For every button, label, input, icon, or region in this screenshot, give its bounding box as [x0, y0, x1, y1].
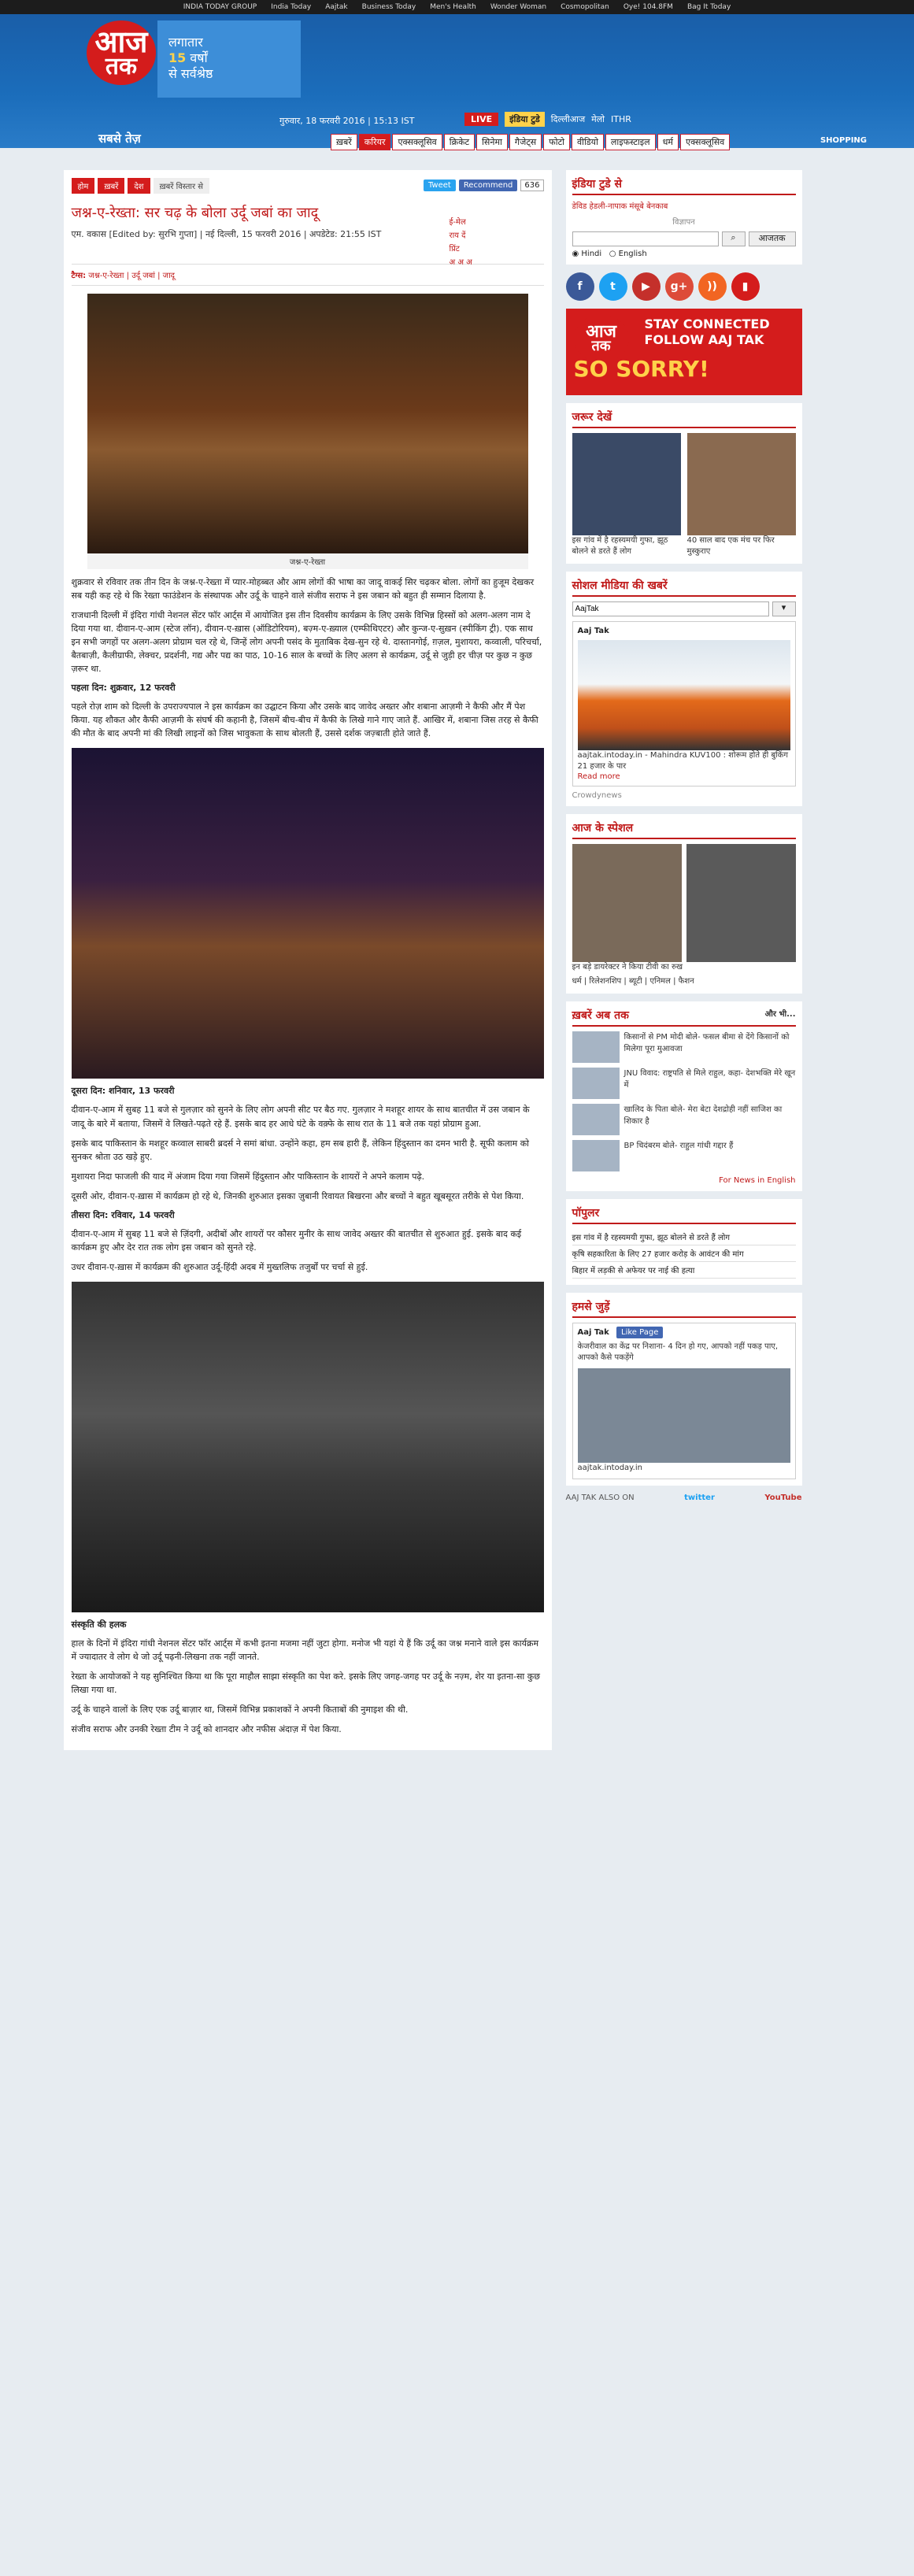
concert-scene: [72, 748, 544, 1079]
social-media-box: [566, 572, 802, 806]
paragraph: शुक्रवार से रविवार तक तीन दिन के जश्न-ए-रेख्ता में प्यार-मोहब्बत और आम लोगों की भाषा का जादू वाकई सिर चढ़कर बोला. लोगों का हुजूम देखकर सब यही कह रहे थे कि रेख्ता फाउंडेशन के संस्थापक और उर्दू के चाहने वाले संजीव सराफ ने इस जबान को बहुत ही सम्मान दिलाया है.: [71, 577, 535, 601]
paragraph: दीवान-ए-आम में सुबह 11 बजे से गुलज़ार को सुनने के लिए लोग अपनी सीट पर बैठ गए. गुलज़ार ने मशहूर शायर के साथ बातचीत में उस जबान के जादू के बारे में बताया, जिसमें वे लिखते-पढ़ते रहे हैं. इसके बाद हर आधे घंटे के वक़्फे के साथ रात के 11 बजे तक यहां प्रोग्राम हुआ.: [71, 1105, 530, 1129]
sm-card-text: aajtak.intoday.in - Mahindra KUV100 : शोरूम होते ही बुकिंग 21 हजार के पार: [577, 751, 788, 771]
sm-dropdown[interactable]: [572, 601, 796, 616]
search-form: [572, 231, 796, 246]
dateline: गुरुवार, 18 फरवरी 2016 | 15:13 IST: [279, 116, 415, 126]
group-topbar: [0, 0, 914, 14]
special-box: [566, 814, 802, 994]
section-heading: संस्कृति की हलक: [71, 1619, 127, 1630]
twitter-icon[interactable]: t: [599, 272, 627, 301]
tags-row: टैग्स: जश्न-ए-रेख्ता | उर्दू जबां | जादू: [72, 264, 544, 286]
fb-post-url[interactable]: aajtak.intoday.in: [577, 1464, 642, 1472]
share-buttons: [424, 180, 544, 191]
topbar-link[interactable]: Wonder Woman: [490, 3, 547, 11]
latest-list: [572, 1031, 796, 1171]
popular-item[interactable]: इस गांव में है रहस्यमयी गुफा, झूठ बोलने से डरते हैं लोग: [572, 1229, 796, 1245]
crumb-detail: ख़बरें विस्तार से: [154, 178, 210, 194]
paragraph: उर्दू के चाहने वालों के लिए एक उर्दू बाज़ार था, जिसमें विभिन्न प्रकाशकों ने अपनी किताबों की नुमाइश की थी.: [71, 1704, 409, 1715]
latest-news-box: [566, 1001, 802, 1191]
article-photo-2: [72, 748, 544, 1079]
paragraph: रेख्ता के आयोजकों ने यह सुनिश्चित किया था कि पूरा माहौल साझा संस्कृति का पेश करे. इसके लिए जगह-जगह पर उर्दू के नज़्म, शेर या इतना-सा कुछ लिखा गया था.: [71, 1671, 540, 1696]
article-photo-3: [72, 1282, 544, 1612]
lang-radio: [572, 250, 796, 258]
chevron-down-icon[interactable]: ▾: [772, 601, 796, 616]
print-tool[interactable]: प्रिंट: [449, 245, 460, 254]
tags-list[interactable]: जश्न-ए-रेख्ता | उर्दू जबां | जादू: [88, 272, 175, 280]
paragraph: राजधानी दिल्ली में इंदिरा गांधी नेशनल सेंटर फॉर आर्ट्स में आयोजित इस तीन दिवसीय कार्यक्रम के लिए उसके विभिन्न हिस्सों को अलग-अलग नाम दे दिया गया था. दीवान-ए-आम (स्टेज लॉन), दीवान-ए-ख़ास (ऑडिटोरियम), बज़्म-ए-ख़्याल (एम्फीथिएटर) और कुन्ज-ए-सुख़न (स्पीकिंग ट्री). एक साथ इन सभी जगहों पर अलग-अलग प्रोग्राम चल रहे थे, जिन्हें लोग अपनी पसंद के मुताबिक देख-सुन रहे थे. दास्तानगोई, ग़ज़ल, मुशायरा, कव्वाली, परिचर्चा, बैतबाज़ी, कैलीग्राफी, लेक्चर, प्रदर्शनी, गद्य और पद्य का पाठ, 10-16 साल के बच्चों के लिए अलग से कार्यक्रम, उर्दू से जुड़ी हर चीज़ पर कुछ न कुछ ज़रूर था.: [71, 610, 542, 675]
banner-logo: आज तक: [574, 315, 629, 362]
content-wrap: [64, 148, 851, 1750]
nav-video[interactable]: वीडियो: [572, 134, 604, 150]
special-heading: आज के स्पेशल: [572, 820, 796, 839]
must-see-item[interactable]: 40 साल बाद एक मंच पर फिर मुस्कुराए: [687, 433, 796, 557]
car-image[interactable]: [578, 640, 790, 750]
social-icons: [566, 272, 802, 301]
recommend-count: 636: [520, 180, 543, 191]
popular-heading: पॉपुलर: [572, 1205, 796, 1224]
photo-caption: जश्न-ए-रेख्ता: [87, 553, 528, 569]
day1-heading: पहला दिन: शुक्रवार, 12 फरवरी: [71, 683, 176, 694]
youtube-icon[interactable]: ▶: [632, 272, 661, 301]
email-tool[interactable]: ई-मेल: [449, 218, 466, 227]
sidebar: [566, 170, 802, 1750]
topbar-link[interactable]: Bag It Today: [686, 3, 731, 11]
nav-exclusive[interactable]: एक्सक्लूसिव: [392, 134, 442, 150]
sm-select[interactable]: [572, 601, 769, 616]
indiatoday-link[interactable]: डेविड हेडली-नापाक मंसूबे बेनकाब: [572, 202, 668, 211]
nav-cricket[interactable]: क्रिकेट: [444, 134, 475, 150]
special-caption[interactable]: इन बड़े डायरेक्टर ने किया टीवी का रुख: [572, 963, 683, 972]
nav-lifestyle[interactable]: लाइफस्टाइल: [605, 134, 656, 150]
special-links[interactable]: धर्म | रिलेशनशिप | ब्यूटी | एनिमल | फैशन: [572, 977, 694, 986]
tweet-button[interactable]: Tweet: [424, 180, 456, 191]
popular-box: [566, 1199, 802, 1285]
chip-delhiaaj[interactable]: दिल्लीआज: [550, 114, 586, 124]
popular-item[interactable]: बिहार में लड़की से अफेयर पर नाई की हत्या: [572, 1262, 796, 1279]
must-see-box: [566, 403, 802, 564]
indiatoday-box: [566, 170, 802, 265]
list-item[interactable]: JNU विवाद: राष्ट्रपति से मिले राहुल, कहा- देशभक्ति मेरे खून में: [572, 1068, 796, 1099]
nav-cinema[interactable]: सिनेमा: [476, 134, 508, 150]
topbar-link[interactable]: Cosmopolitan: [561, 3, 609, 11]
rss-icon[interactable]: )): [698, 272, 727, 301]
paragraph: इसके बाद पाकिस्तान के मशहूर कव्वाल साबरी ब्रदर्स ने समां बांधा. उन्होंने कहा, हम सब हारी हैं, लेकिन हिंदुस्तान का दमन भारी है. सूफी कलाम को सुनकर श्रोता उठ खड़े हुए.: [71, 1138, 530, 1162]
ad-label: विज्ञापन: [672, 218, 695, 227]
site-header: [0, 14, 914, 148]
fb-post: केजरीवाल का केंद्र पर निशाना- 4 दिन हो गए, आपको नहीं पकड़ पाए, आपको कैसे पकड़ेंगे: [577, 1342, 779, 1362]
nav-photo[interactable]: फोटो: [543, 134, 570, 150]
topbar-link[interactable]: Men's Health: [430, 3, 476, 11]
youtube-logo[interactable]: YouTube: [764, 1493, 802, 1502]
stage-scene: [87, 294, 528, 553]
news-in-english-link[interactable]: For News in English: [719, 1176, 796, 1185]
radio-english[interactable]: ○ English: [609, 250, 647, 258]
crumb-home[interactable]: होम: [72, 178, 95, 194]
read-more-link[interactable]: Read more: [577, 772, 620, 781]
paragraph: उधर दीवान-ए-ख़ास में कार्यक्रम की शुरुआत उर्दू-हिंदी अदब में मुख्तलिफ तजुर्बों पर चर्चा से हुई.: [71, 1261, 368, 1272]
shopping-link[interactable]: SHOPPING: [820, 136, 867, 145]
fb-post-image[interactable]: [578, 1368, 790, 1463]
nav-news[interactable]: ख़बरें: [331, 134, 357, 150]
must-see-heading: जरूर देखें: [572, 409, 796, 428]
list-item[interactable]: BP चिदंबरम बोले- राहुल गांधी गद्दार हैं: [572, 1140, 796, 1171]
article-meta: एम. वकास [Edited by: सुरभि गुप्ता] | नई दिल्ली, 15 फरवरी 2016 | अपडेटेड: 21:55 IST: [71, 229, 382, 239]
crumb-news[interactable]: ख़बरें: [98, 178, 124, 194]
twitter-logo[interactable]: twitter: [684, 1493, 715, 1502]
connect-box: [566, 1293, 802, 1486]
search-aajtak-button[interactable]: आजतक: [749, 231, 796, 246]
social-media-heading: सोशल मीडिया की खबरें: [572, 578, 796, 597]
list-item[interactable]: किसानों से PM मोदी बोले- फसल बीमा से देंगे किसानों को मिलेगा पूरा मुआवजा: [572, 1031, 796, 1063]
aajtak-logo[interactable]: आज तक: [87, 20, 156, 85]
panel-scene: [72, 1282, 544, 1612]
topbar-link[interactable]: INDIA TODAY GROUP: [183, 3, 257, 11]
popular-item[interactable]: कृषि सहकारिता के लिए 27 हजार करोड़ के आवंटन की मांग: [572, 1245, 796, 1262]
more-link[interactable]: और भी...: [764, 1010, 796, 1019]
chip-ithr[interactable]: ITHR: [611, 114, 631, 124]
day3-heading: तीसरा दिन: रविवार, 14 फरवरी: [71, 1209, 175, 1220]
paragraph: संजीव सराफ और उनकी रेख्ता टीम ने उर्दू को शानदार और नफीस अंदाज़ में पेश किया.: [71, 1724, 342, 1735]
also-on-row: [566, 1493, 802, 1502]
paragraph: पहले रोज़ शाम को दिल्ली के उपराज्यपाल ने इस कार्यक्रम का उद्घाटन किया और उसके बाद जावेद अख्तर और शबाना आज़मी ने कैफी और मैं पेश किया. यह शौकत और कैफी आज़मी के संघर्ष की कहानी है, जिसमें बीच-बीच में कैफी के लिखे गाने गाए जाते हैं. आखिर में, शबाना जिस तरह से कैफी की मौत के बाद अपनी मां की लिखी लाइनों को जिस भावुकता के साथ बोलती हैं, उससे दर्शक जज़्बाती होते जाते हैं.: [71, 701, 538, 739]
article-column: [64, 170, 552, 1750]
also-on-label: AAJ TAK ALSO ON: [565, 1493, 635, 1502]
recommend-button[interactable]: Recommend: [459, 180, 518, 191]
crumb-country[interactable]: देश: [128, 178, 150, 194]
fastest-slogan: सबसे तेज़: [98, 131, 141, 146]
radio-hindi[interactable]: ◉ Hindi: [572, 250, 602, 258]
paragraph: दूसरी ओर, दीवान-ए-ख़ास में कार्यक्रम हो रहे थे, जिनकी शुरुआत इसका ज़ुबानी रिवायत बिखरना और बच्चों ने बहुत खूबसूरत तरीके से पेश किया.: [71, 1190, 524, 1201]
nav-gadgets[interactable]: गैजेट्स: [509, 134, 542, 150]
nav-career[interactable]: करियर: [359, 134, 391, 150]
sm-card: [572, 621, 796, 786]
connect-heading: हमसे जुड़ें: [572, 1299, 796, 1318]
tagline: लगातार 15 वर्षों से सर्वश्रेष्ठ: [157, 20, 301, 98]
fb-page-card: [572, 1323, 796, 1479]
fb-page-name[interactable]: Aaj Tak: [577, 1328, 609, 1337]
sm-card-name[interactable]: Aaj Tak: [577, 627, 609, 635]
must-see-thumbs: [572, 433, 796, 557]
must-see-item[interactable]: इस गांव में है रहस्यमयी गुफा, झूठ बोलने से डरते हैं लोग: [572, 433, 681, 557]
comment-tool[interactable]: राय दें: [449, 231, 466, 240]
nav-religion[interactable]: धर्म: [657, 134, 679, 150]
chip-indiatoday[interactable]: इंडिया टुडे: [505, 112, 545, 127]
paragraph: दीवान-ए-आम में सुबह 11 बजे से ज़िंदगी, अदीबों और शायरों पर कौसर मुनीर के साथ जावेद अख्तर की बातचीत से शुरुआत हुई. इसके बाद कई कार्यक्रम हुए और देर रात तक लोग इस जबान को सुनते रहे.: [71, 1228, 522, 1253]
live-button[interactable]: LIVE: [464, 113, 498, 126]
topbar-link[interactable]: Business Today: [361, 3, 416, 11]
stay-connected-banner[interactable]: आज तक STAY CONNECTED FOLLOW AAJ TAK SO SORRY!: [566, 309, 802, 395]
day2-heading: दूसरा दिन: शनिवार, 13 फरवरी: [71, 1086, 175, 1097]
paragraph: हाल के दिनों में इंदिरा गांधी नेशनल सेंटर फॉर आर्ट्स में कभी इतना मजमा नहीं जुटा होगा. मनोज भी यहां ये हैं कि उर्दू का जश्न मनाने वाले इस कार्यक्रम में ज्यादातर वे लोग थे जो उर्दू पढ़नी-लिखना तक नहीं जानते.: [71, 1638, 539, 1662]
indiatoday-heading: इंडिया टुडे से: [572, 176, 796, 195]
topbar-link[interactable]: Oye! 104.8FM: [623, 3, 673, 11]
special-images[interactable]: [572, 844, 796, 962]
paragraph: मुशायरा निदा फाजली की याद में अंजाम दिया गया जिसमें हिंदुस्तान और पाकिस्तान के शायरों ने अपने कलाम पढ़े.: [71, 1171, 425, 1182]
article-title: जश्न-ए-रेख्ता: सर चढ़ के बोला उर्दू जबां का जादू: [71, 205, 319, 221]
article-tools: [450, 216, 544, 269]
topbar-link[interactable]: India Today: [271, 3, 312, 11]
topbar-link[interactable]: Aajtak: [325, 3, 348, 11]
crowdynews-label: Crowdynews: [572, 791, 622, 800]
facebook-icon[interactable]: f: [566, 272, 594, 301]
font-size-tool[interactable]: अ अ अ: [449, 258, 472, 267]
googleplus-icon[interactable]: g+: [665, 272, 694, 301]
like-page-button[interactable]: Like Page: [616, 1327, 663, 1338]
search-icon[interactable]: ⌕: [722, 231, 746, 246]
live-row: [464, 112, 631, 127]
article-photo-1: [87, 294, 528, 553]
latest-heading: ख़बरें अब तक और भी...: [572, 1008, 796, 1027]
mobile-icon[interactable]: ▮: [731, 272, 760, 301]
list-item[interactable]: खालिद के पिता बोले- मेरा बेटा देशद्रोही नहीं साजिश का शिकार है: [572, 1104, 796, 1135]
nav-exclusive-2[interactable]: एक्सक्लूसिव: [680, 134, 730, 150]
search-input[interactable]: [572, 231, 719, 246]
chip-melo[interactable]: मेलो: [591, 114, 605, 124]
